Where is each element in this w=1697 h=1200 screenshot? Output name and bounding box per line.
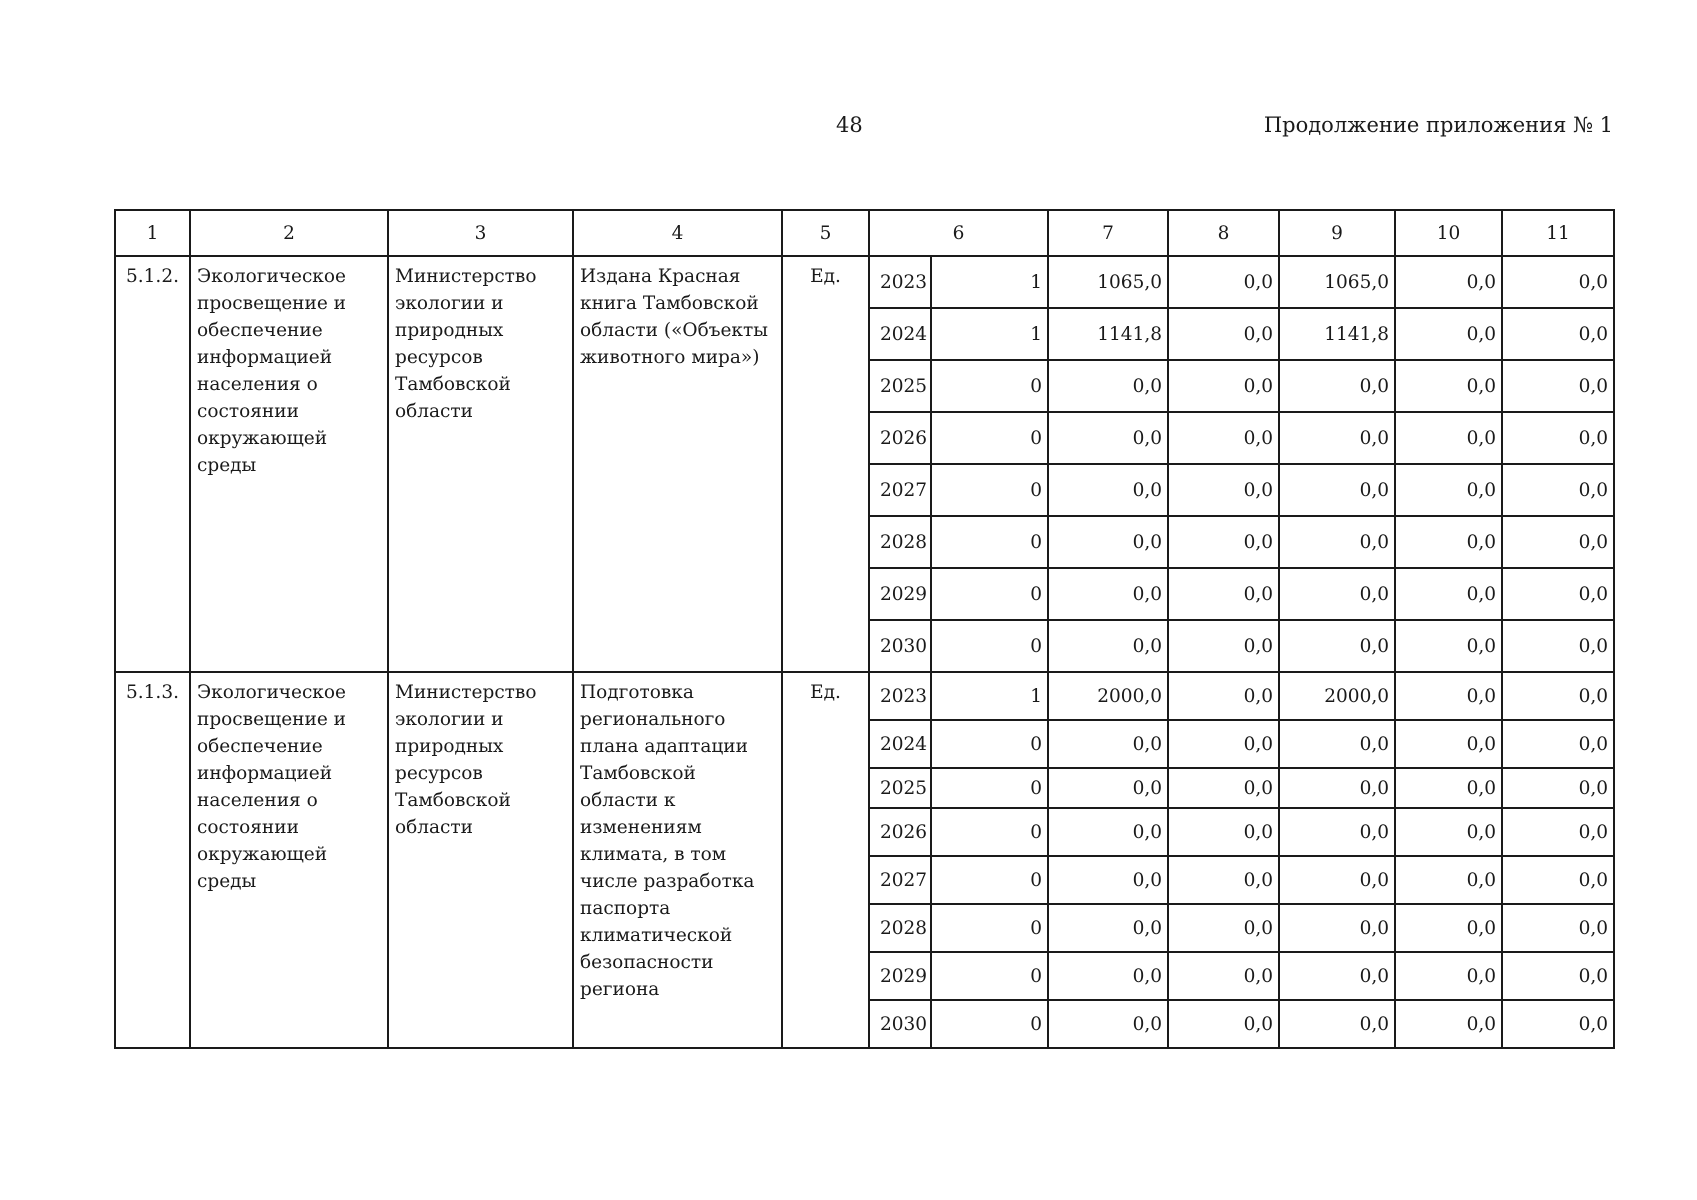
value-cell: 1065,0 (1279, 256, 1395, 308)
value-cell: 0,0 (1048, 516, 1168, 568)
column-header-11: 11 (1502, 210, 1614, 256)
value-cell: 2000,0 (1279, 672, 1395, 720)
year-cell: 2030 (869, 620, 931, 672)
count-cell: 0 (931, 620, 1048, 672)
page-number: 48 (836, 113, 863, 137)
appendix-continuation-label: Продолжение приложения № 1 (1263, 113, 1613, 137)
value-cell: 0,0 (1048, 620, 1168, 672)
value-cell: 0,0 (1279, 360, 1395, 412)
appendix-table (114, 209, 1615, 1049)
item-number: 5.1.2. (115, 256, 190, 672)
value-cell: 0,0 (1395, 256, 1502, 308)
value-cell: 0,0 (1048, 360, 1168, 412)
value-cell: 0,0 (1048, 904, 1168, 952)
value-cell: 0,0 (1048, 808, 1168, 856)
value-cell: 0,0 (1048, 412, 1168, 464)
count-cell: 0 (931, 904, 1048, 952)
item-number: 5.1.3. (115, 672, 190, 1048)
value-cell: 0,0 (1279, 412, 1395, 464)
value-cell: 0,0 (1279, 516, 1395, 568)
value-cell: 0,0 (1502, 360, 1614, 412)
value-cell: 0,0 (1279, 768, 1395, 808)
value-cell: 0,0 (1048, 568, 1168, 620)
count-cell: 0 (931, 720, 1048, 768)
count-cell: 1 (931, 308, 1048, 360)
value-cell: 0,0 (1395, 720, 1502, 768)
column-header-7: 7 (1048, 210, 1168, 256)
value-cell: 0,0 (1168, 568, 1279, 620)
value-cell: 0,0 (1502, 412, 1614, 464)
count-cell: 0 (931, 412, 1048, 464)
value-cell: 1141,8 (1279, 308, 1395, 360)
value-cell: 0,0 (1502, 1000, 1614, 1048)
year-cell: 2023 (869, 256, 931, 308)
column-header-4: 4 (573, 210, 782, 256)
event-name: Экологическое просвещение и обеспечение информацией населения о состоянии окружающей среды (190, 256, 388, 672)
value-cell: 0,0 (1395, 856, 1502, 904)
column-header-5: 5 (782, 210, 869, 256)
year-cell: 2028 (869, 904, 931, 952)
value-cell: 0,0 (1502, 620, 1614, 672)
value-cell: 0,0 (1168, 256, 1279, 308)
value-cell: 0,0 (1168, 672, 1279, 720)
count-cell: 0 (931, 808, 1048, 856)
value-cell: 0,0 (1395, 808, 1502, 856)
value-cell: 0,0 (1502, 904, 1614, 952)
count-cell: 1 (931, 256, 1048, 308)
table-header-row (115, 210, 1614, 256)
count-cell: 0 (931, 516, 1048, 568)
count-cell: 0 (931, 952, 1048, 1000)
value-cell: 0,0 (1168, 412, 1279, 464)
count-cell: 0 (931, 464, 1048, 516)
value-cell: 0,0 (1502, 720, 1614, 768)
value-cell: 0,0 (1395, 1000, 1502, 1048)
value-cell: 0,0 (1279, 904, 1395, 952)
value-cell: 0,0 (1168, 308, 1279, 360)
value-cell: 0,0 (1395, 516, 1502, 568)
value-cell: 0,0 (1395, 360, 1502, 412)
year-cell: 2023 (869, 672, 931, 720)
value-cell: 0,0 (1395, 672, 1502, 720)
value-cell: 0,0 (1168, 952, 1279, 1000)
value-cell: 0,0 (1395, 768, 1502, 808)
value-cell: 0,0 (1395, 904, 1502, 952)
year-cell: 2027 (869, 464, 931, 516)
value-cell: 0,0 (1048, 464, 1168, 516)
value-cell: 0,0 (1395, 952, 1502, 1000)
value-cell: 0,0 (1168, 620, 1279, 672)
value-cell: 0,0 (1168, 720, 1279, 768)
value-cell: 0,0 (1168, 360, 1279, 412)
value-cell: 0,0 (1279, 568, 1395, 620)
result-description: Издана Красная книга Тамбовской области («Объекты животного мира») (573, 256, 782, 672)
year-cell: 2029 (869, 952, 931, 1000)
count-cell: 1 (931, 672, 1048, 720)
value-cell: 0,0 (1395, 308, 1502, 360)
count-cell: 0 (931, 360, 1048, 412)
year-cell: 2025 (869, 768, 931, 808)
unit-label: Ед. (782, 672, 869, 1048)
value-cell: 0,0 (1279, 1000, 1395, 1048)
result-description: Подготовка регионального плана адаптации Тамбовской области к изменениям климата, в том числе разработка паспорта климатической безопасности региона (573, 672, 782, 1048)
value-cell: 0,0 (1168, 768, 1279, 808)
value-cell: 0,0 (1502, 516, 1614, 568)
value-cell: 0,0 (1168, 904, 1279, 952)
value-cell: 0,0 (1279, 464, 1395, 516)
column-header-10: 10 (1395, 210, 1502, 256)
executor-name: Министерство экологии и природных ресурсов Тамбовской области (388, 672, 573, 1048)
year-cell: 2029 (869, 568, 931, 620)
value-cell: 0,0 (1279, 952, 1395, 1000)
value-cell: 0,0 (1395, 568, 1502, 620)
column-header-2: 2 (190, 210, 388, 256)
value-cell: 0,0 (1279, 720, 1395, 768)
value-cell: 0,0 (1502, 308, 1614, 360)
value-cell: 0,0 (1279, 620, 1395, 672)
value-cell: 0,0 (1048, 768, 1168, 808)
year-cell: 2024 (869, 720, 931, 768)
table-row (115, 256, 1614, 308)
value-cell: 0,0 (1279, 856, 1395, 904)
year-cell: 2025 (869, 360, 931, 412)
executor-name: Министерство экологии и природных ресурсов Тамбовской области (388, 256, 573, 672)
column-header-9: 9 (1279, 210, 1395, 256)
value-cell: 0,0 (1395, 464, 1502, 516)
value-cell: 0,0 (1048, 856, 1168, 904)
value-cell: 0,0 (1048, 1000, 1168, 1048)
value-cell: 0,0 (1168, 856, 1279, 904)
year-cell: 2026 (869, 808, 931, 856)
table-row (115, 672, 1614, 720)
count-cell: 0 (931, 768, 1048, 808)
event-name: Экологическое просвещение и обеспечение информацией населения о состоянии окружающей среды (190, 672, 388, 1048)
value-cell: 0,0 (1168, 464, 1279, 516)
value-cell: 0,0 (1168, 1000, 1279, 1048)
value-cell: 0,0 (1502, 568, 1614, 620)
column-header-8: 8 (1168, 210, 1279, 256)
value-cell: 0,0 (1048, 952, 1168, 1000)
year-cell: 2026 (869, 412, 931, 464)
column-header-3: 3 (388, 210, 573, 256)
value-cell: 0,0 (1502, 256, 1614, 308)
count-cell: 0 (931, 856, 1048, 904)
value-cell: 0,0 (1168, 808, 1279, 856)
unit-label: Ед. (782, 256, 869, 672)
year-cell: 2028 (869, 516, 931, 568)
count-cell: 0 (931, 568, 1048, 620)
value-cell: 0,0 (1395, 412, 1502, 464)
value-cell: 0,0 (1502, 464, 1614, 516)
column-header-1: 1 (115, 210, 190, 256)
year-cell: 2030 (869, 1000, 931, 1048)
value-cell: 0,0 (1395, 620, 1502, 672)
value-cell: 0,0 (1048, 720, 1168, 768)
count-cell: 0 (931, 1000, 1048, 1048)
year-cell: 2027 (869, 856, 931, 904)
value-cell: 0,0 (1502, 952, 1614, 1000)
column-header-6: 6 (869, 210, 1048, 256)
value-cell: 0,0 (1502, 856, 1614, 904)
value-cell: 2000,0 (1048, 672, 1168, 720)
value-cell: 1065,0 (1048, 256, 1168, 308)
value-cell: 0,0 (1279, 808, 1395, 856)
value-cell: 0,0 (1502, 768, 1614, 808)
value-cell: 0,0 (1502, 808, 1614, 856)
value-cell: 0,0 (1502, 672, 1614, 720)
year-cell: 2024 (869, 308, 931, 360)
value-cell: 1141,8 (1048, 308, 1168, 360)
value-cell: 0,0 (1168, 516, 1279, 568)
